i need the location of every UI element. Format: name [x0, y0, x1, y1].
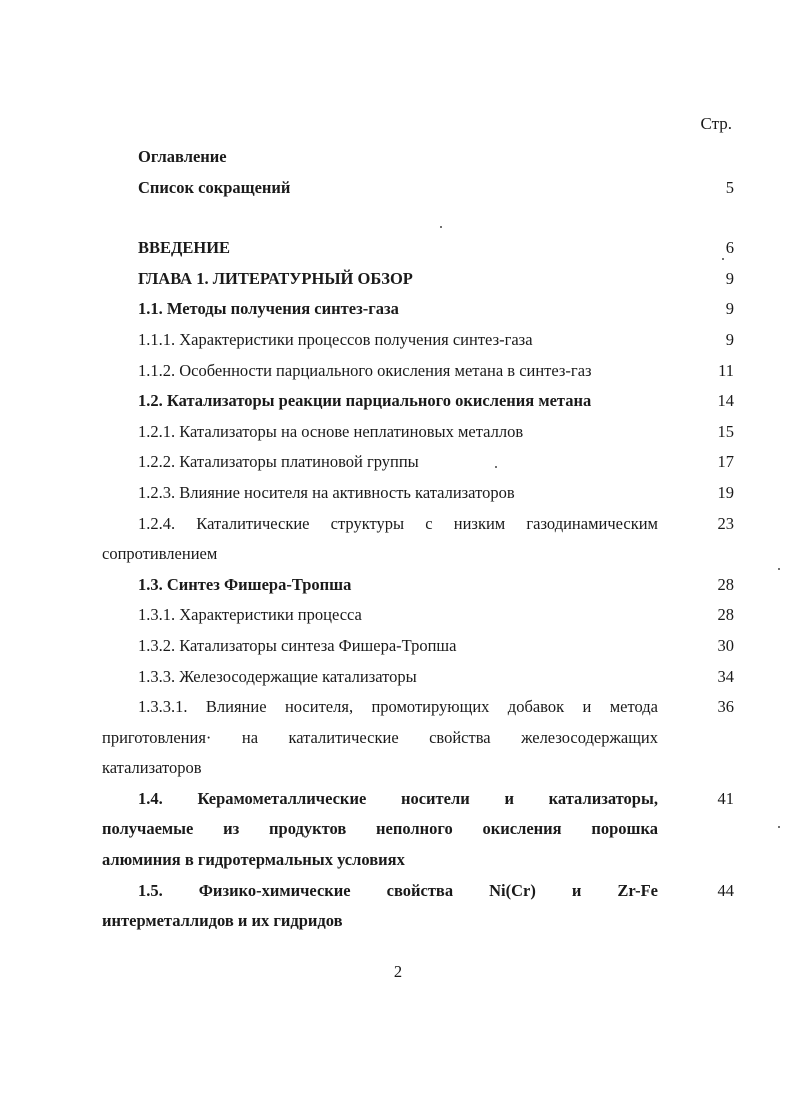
toc-entry-1-3-1 — [102, 600, 734, 631]
toc-title: 1.2.2. Катализаторы платиновой группы — [138, 452, 419, 472]
scan-speck — [440, 226, 442, 228]
toc-page: 41 — [717, 788, 734, 808]
toc-title-line: приготовления· на каталитические свойства железосодержащих — [102, 727, 658, 747]
toc-title-line: 1.4. Керамометаллические носители и катализаторы, — [138, 788, 658, 808]
toc-title: 1.3. Синтез Фишера-Тропша — [138, 574, 352, 594]
toc-page: 28 — [717, 605, 734, 625]
toc-title-line: 1.5. Физико-химические свойства Ni(Cr) и Zr-Fe — [138, 880, 658, 900]
toc-entry-1-2-4 — [102, 509, 734, 570]
toc-title: 1.2.1. Катализаторы на основе неплатиновых металлов — [138, 421, 524, 441]
toc-title-multiline — [102, 876, 658, 937]
toc-page: 9 — [725, 329, 734, 349]
toc-page: 14 — [717, 391, 734, 411]
spacer — [102, 203, 734, 233]
toc-title-line: 1.3.3.1. Влияние носителя, промотирующих добавок и метода — [138, 697, 658, 717]
toc-title-line: интерметаллидов и их гидридов — [102, 911, 343, 931]
toc-title-line: катализаторов — [102, 758, 202, 778]
toc-title: ВВЕДЕНИЕ — [138, 238, 231, 258]
toc-entry-1-3-3-1 — [102, 692, 734, 784]
toc-page: 19 — [717, 482, 734, 502]
scan-speck — [778, 568, 780, 570]
toc-title-line: алюминия в гидротермальных условиях — [102, 850, 405, 870]
toc-page: 15 — [717, 421, 734, 441]
toc-entry-1-1-1 — [102, 325, 734, 356]
toc-page: 17 — [717, 452, 734, 472]
toc-title: 1.1. Методы получения синтез-газа — [138, 299, 399, 319]
toc-entry-1-2-2 — [102, 447, 734, 478]
toc-title: ГЛАВА 1. ЛИТЕРАТУРНЫЙ ОБЗОР — [138, 268, 413, 288]
table-of-contents — [102, 142, 734, 937]
toc-title-line: 1.2.4. Каталитические структуры с низким газодинамическим — [138, 513, 658, 533]
toc-title: Список сокращений — [138, 177, 291, 197]
toc-entry-1-1-2 — [102, 356, 734, 387]
toc-page: 11 — [718, 360, 734, 380]
toc-title-multiline — [102, 784, 658, 876]
toc-title: 1.1.2. Особенности парциального окисления метана в синтез-газ — [138, 360, 592, 380]
scan-speck — [778, 826, 780, 828]
toc-page: 30 — [717, 635, 734, 655]
toc-page: 28 — [717, 574, 734, 594]
page-number: 2 — [393, 962, 403, 981]
toc-entry-abbreviations — [102, 173, 734, 204]
toc-entry-chapter-1 — [102, 264, 734, 295]
toc-title-line: получаемые из продуктов неполного окисления порошка — [102, 819, 658, 839]
toc-title: Оглавление — [138, 147, 227, 166]
toc-entry-1-2 — [102, 386, 734, 417]
toc-entry-1-2-1 — [102, 417, 734, 448]
toc-page: 6 — [725, 238, 734, 258]
toc-page: 44 — [717, 880, 734, 900]
toc-page: 9 — [725, 299, 734, 319]
toc-entry-1-4 — [102, 784, 734, 876]
toc-entry-intro — [102, 233, 734, 264]
page-column-label: Стр. — [700, 114, 732, 133]
toc-page: 5 — [725, 177, 734, 197]
toc-entry-1-2-3 — [102, 478, 734, 509]
toc-title: 1.2.3. Влияние носителя на активность катализаторов — [138, 482, 515, 502]
toc-page: 34 — [717, 666, 734, 686]
scan-speck — [722, 258, 724, 260]
toc-entry-1-5 — [102, 876, 734, 937]
toc-title-line: сопротивлением — [102, 544, 218, 564]
toc-entry-1-1 — [102, 294, 734, 325]
toc-page: 36 — [717, 697, 734, 717]
toc-title: 1.3.1. Характеристики процесса — [138, 605, 362, 625]
toc-page: 23 — [717, 513, 734, 533]
toc-entry-1-3-3 — [102, 662, 734, 693]
toc-title: 1.3.3. Железосодержащие катализаторы — [138, 666, 417, 686]
toc-title: 1.1.1. Характеристики процессов получения синтез-газа — [138, 329, 533, 349]
toc-entry-1-3 — [102, 570, 734, 601]
toc-title: 1.3.2. Катализаторы синтеза Фишера-Тропша — [138, 635, 457, 655]
toc-page: 9 — [725, 268, 734, 288]
toc-title-multiline — [102, 509, 658, 570]
toc-entry-1-3-2 — [102, 631, 734, 662]
toc-entry-contents — [102, 142, 734, 173]
toc-title-multiline — [102, 692, 658, 784]
scan-speck — [495, 466, 497, 468]
toc-title: 1.2. Катализаторы реакции парциального окисления метана — [138, 391, 592, 411]
